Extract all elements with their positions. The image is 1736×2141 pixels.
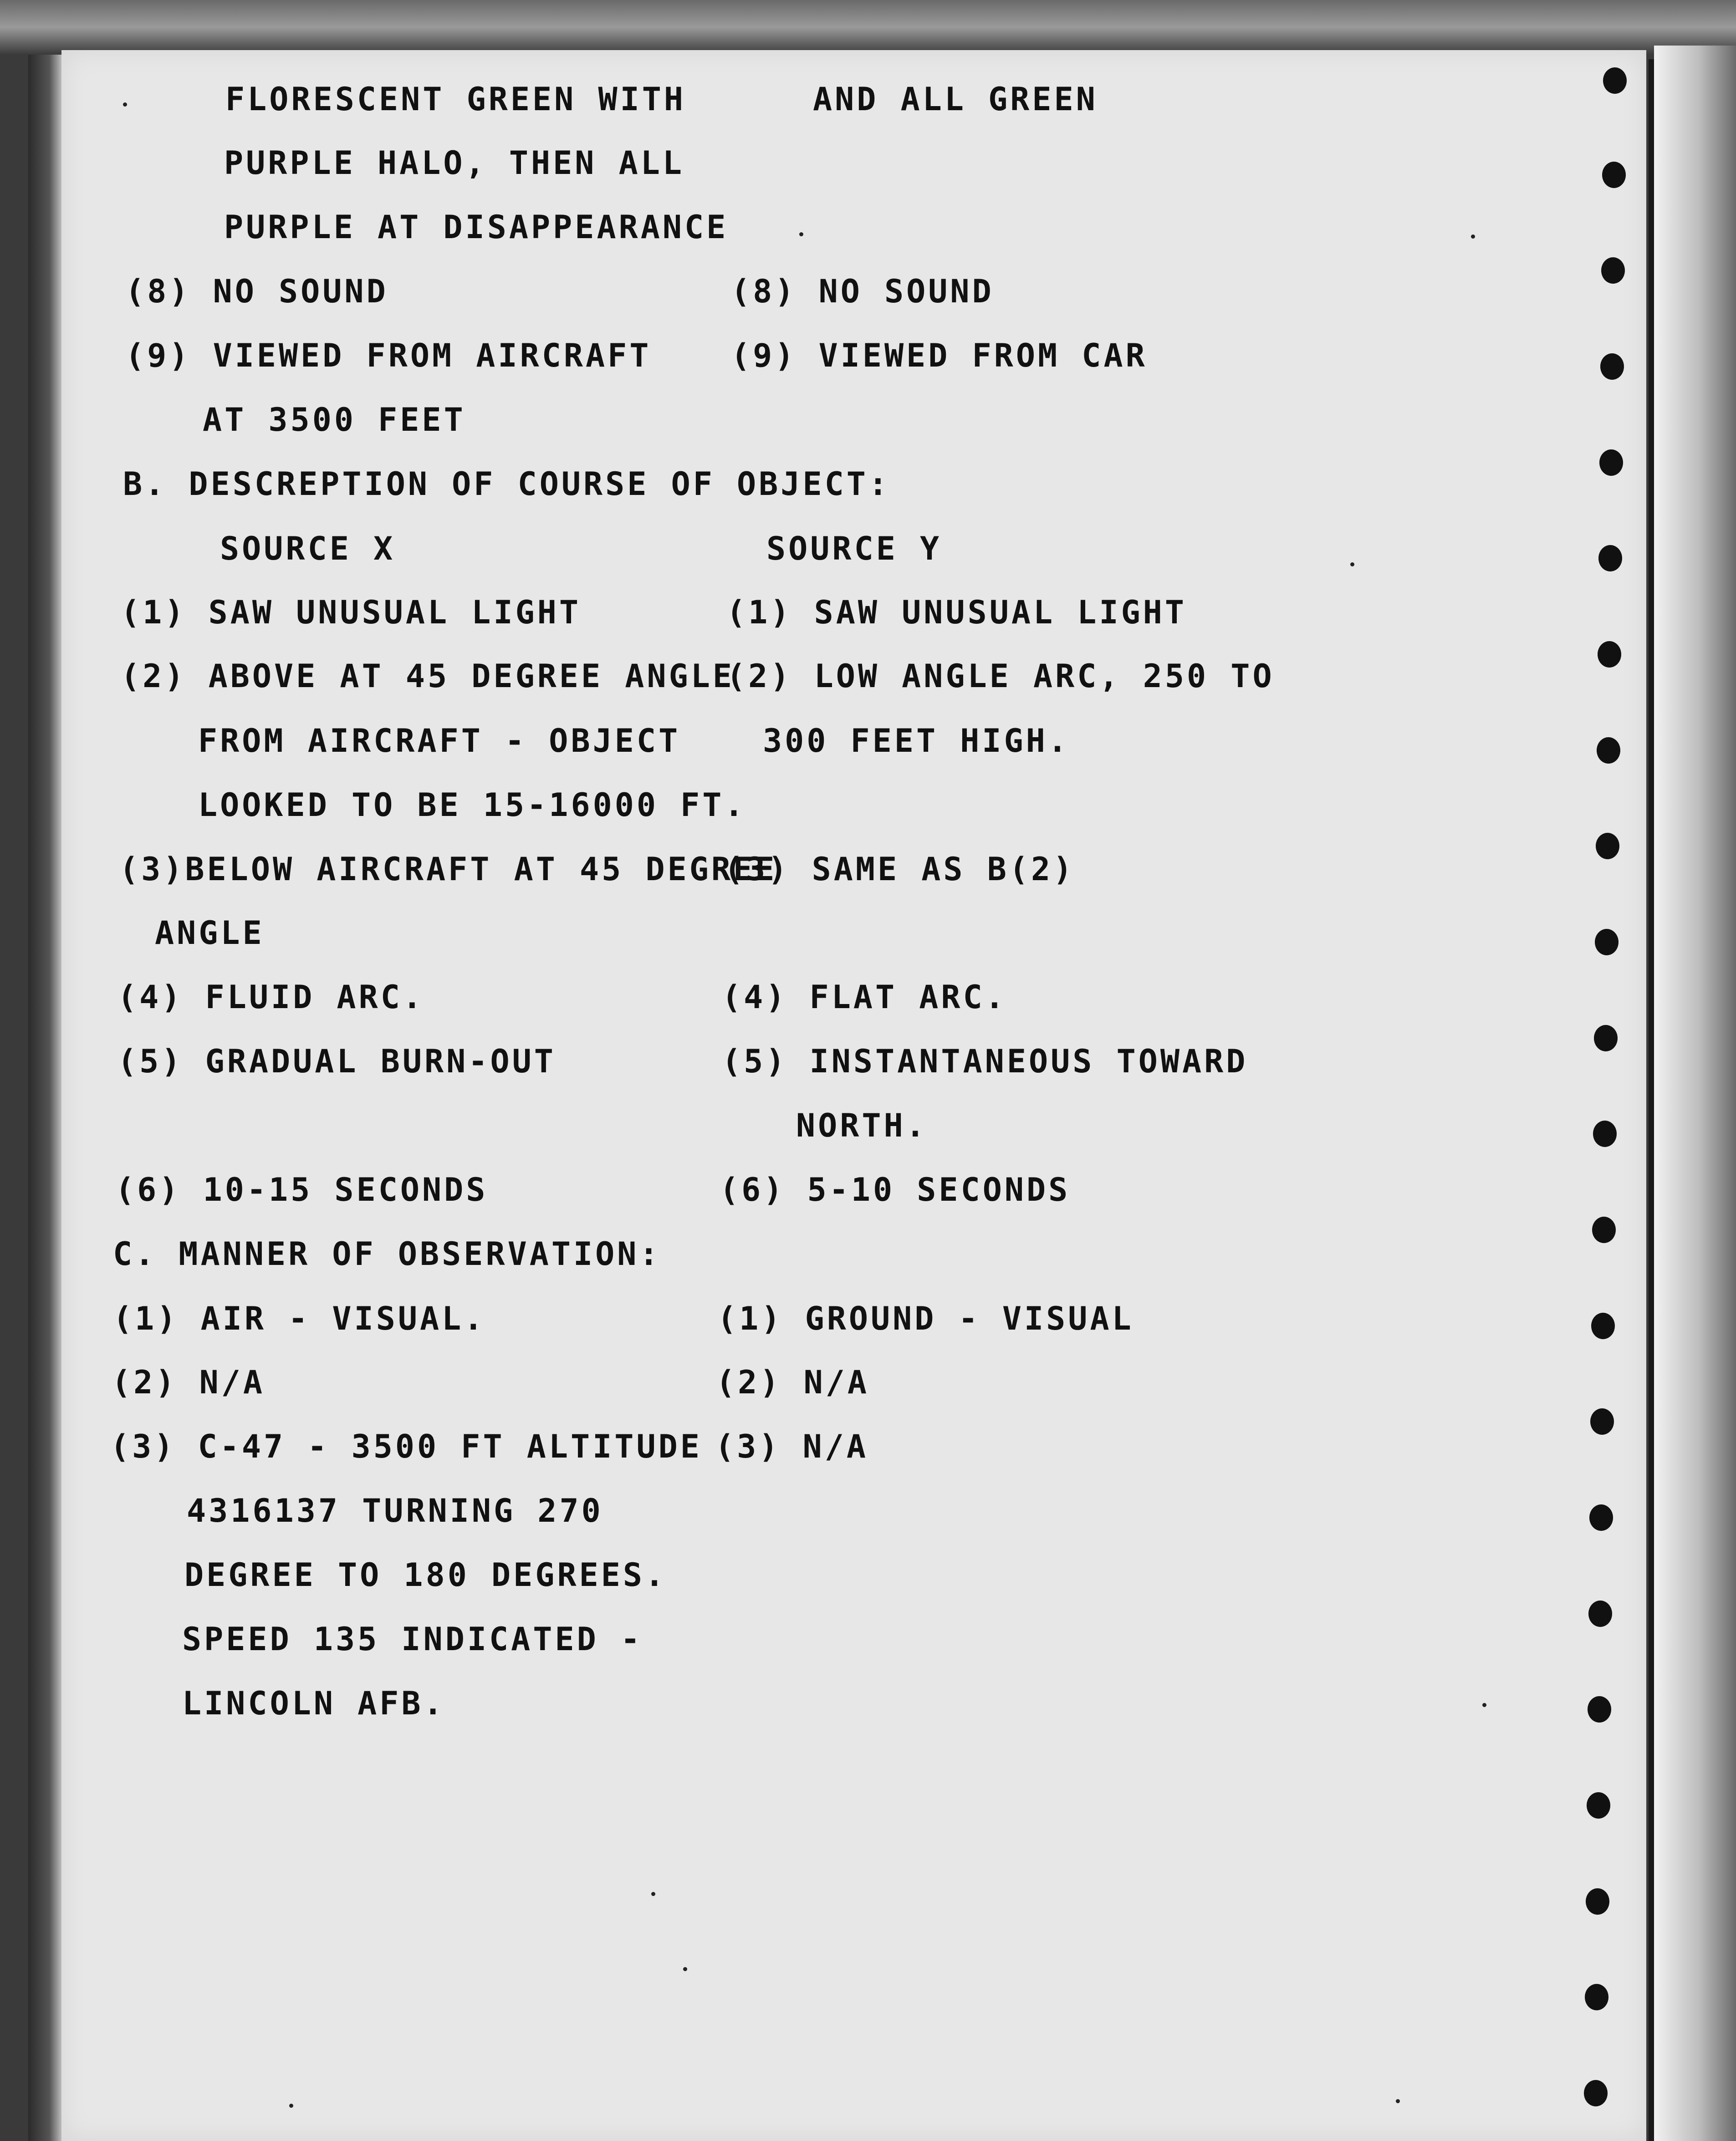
feed-hole	[1600, 353, 1624, 380]
feed-hole	[1589, 1504, 1613, 1531]
text-line: 4316137 TURNING 270	[187, 1492, 603, 1529]
text-line: (3) C-47 - 3500 FT ALTITUDE	[110, 1428, 702, 1465]
text-line: SOURCE X	[220, 530, 396, 567]
text-line: (8) NO SOUND	[731, 273, 994, 310]
scan-speck	[123, 102, 127, 107]
text-line: (2) ABOVE AT 45 DEGREE ANGLE	[121, 658, 735, 695]
feed-hole	[1602, 162, 1626, 188]
text-line: (6) 10-15 SECONDS	[115, 1171, 488, 1208]
scan-speck	[1471, 234, 1475, 239]
feed-hole	[1598, 545, 1622, 571]
feed-hole	[1594, 1025, 1618, 1051]
text-line: DEGREE TO 180 DEGREES.	[184, 1556, 667, 1594]
text-line: FLORESCENT GREEN WITH	[225, 81, 686, 118]
feed-hole	[1588, 1601, 1612, 1627]
text-line: (1) SAW UNUSUAL LIGHT	[726, 594, 1187, 631]
left-page-edge	[28, 55, 64, 2141]
feed-hole	[1585, 1984, 1608, 2010]
text-line: PURPLE HALO, THEN ALL	[224, 144, 685, 182]
text-line: (6) 5-10 SECONDS	[720, 1171, 1071, 1208]
text-line: LOOKED TO BE 15-16000 FT.	[198, 786, 746, 824]
text-line: 300 FEET HIGH.	[763, 722, 1070, 760]
text-line: FROM AIRCRAFT - OBJECT	[198, 722, 681, 760]
scan-speck	[799, 232, 803, 236]
text-line: (1) GROUND - VISUAL	[717, 1300, 1134, 1337]
feed-hole	[1591, 1313, 1615, 1339]
scan-speck	[1396, 2099, 1400, 2103]
feed-hole	[1590, 1408, 1614, 1435]
scan-speck	[1350, 562, 1354, 566]
text-line: AND ALL GREEN	[813, 81, 1098, 118]
text-line: (5) GRADUAL BURN-OUT	[117, 1043, 556, 1080]
feed-hole	[1599, 449, 1623, 476]
feed-hole	[1584, 2080, 1608, 2106]
feed-hole	[1597, 737, 1620, 764]
text-line: (5) INSTANTANEOUS TOWARD	[722, 1043, 1248, 1080]
text-line: AT 3500 FEET	[203, 401, 466, 438]
text-line: SOURCE Y	[766, 530, 942, 567]
text-line: C. MANNER OF OBSERVATION:	[113, 1235, 661, 1273]
text-line: (4) FLUID ARC.	[117, 979, 425, 1016]
feed-hole	[1586, 1888, 1609, 1915]
feed-hole	[1593, 1121, 1617, 1147]
text-line: PURPLE AT DISAPPEARANCE	[224, 209, 729, 246]
text-line: (2) N/A	[112, 1364, 266, 1401]
scan-speck	[289, 2104, 293, 2108]
feed-hole	[1587, 1792, 1610, 1819]
text-line: (2) N/A	[716, 1364, 870, 1401]
scan-speck	[1482, 1703, 1486, 1707]
right-margin-line	[1649, 59, 1654, 2141]
tractor-feed-strip	[1654, 46, 1736, 2141]
feed-hole	[1601, 257, 1625, 284]
feed-hole	[1592, 1217, 1616, 1243]
text-line: (4) FLAT ARC.	[722, 979, 1007, 1016]
text-line: (9) VIEWED FROM AIRCRAFT	[125, 337, 652, 374]
text-line: (2) LOW ANGLE ARC, 250 TO	[726, 658, 1275, 695]
feed-hole	[1596, 833, 1619, 859]
text-line: (3) SAME AS B(2)	[724, 851, 1075, 888]
scan-speck	[651, 1892, 655, 1896]
text-line: B. DESCREPTION OF COURSE OF OBJECT:	[123, 465, 891, 503]
text-line: (3) N/A	[715, 1428, 869, 1465]
text-line: SPEED 135 INDICATED -	[182, 1621, 643, 1658]
text-line: NORTH.	[796, 1107, 928, 1144]
text-line: (9) VIEWED FROM CAR	[731, 337, 1148, 374]
text-line: (1) AIR - VISUAL.	[113, 1300, 486, 1337]
scan-speck	[683, 1967, 687, 1971]
text-line: (3)BELOW AIRCRAFT AT 45 DEGREE	[119, 851, 777, 888]
feed-hole	[1603, 67, 1627, 94]
text-line: LINCOLN AFB.	[182, 1685, 445, 1722]
text-line: (1) SAW UNUSUAL LIGHT	[121, 594, 582, 631]
text-line: (8) NO SOUND	[125, 273, 388, 310]
feed-hole	[1595, 929, 1619, 955]
feed-hole	[1588, 1696, 1611, 1723]
feed-hole	[1598, 641, 1621, 668]
text-line: ANGLE	[155, 914, 265, 952]
